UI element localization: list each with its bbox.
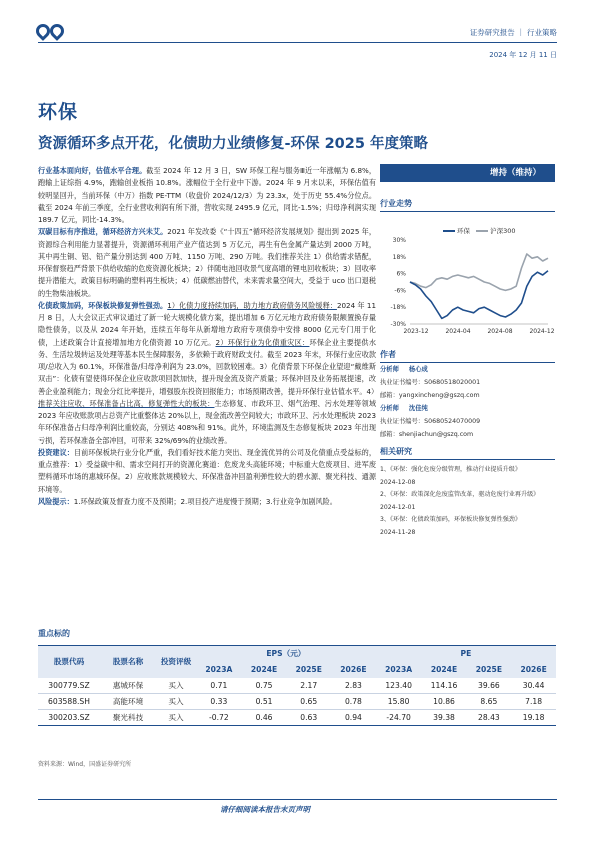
trend-chart: [380, 234, 555, 344]
col-eps: EPS（元）: [196, 646, 376, 662]
email-label: 邮箱：: [380, 431, 399, 438]
col-year: 2024E: [421, 662, 466, 678]
author-role: 分析师: [380, 366, 399, 373]
paragraph-text: 截至 2024 年 12 月 3 日，SW 环保工程与服务Ⅲ近一年涨幅为 6.8%，跑输上证综指 4.9%，跑输创业板指 10.8%。涨幅位于全行业中下游。2024 年 9 月末以来，环保估值有较明显回升，当前环保（中万）指数 PE-TTM（收盘价 2024/12/3）为 23.3x，处于历史 55.4%分位点。截至 2024 年前三季度，全行业营收利润有所下滑，营收实现 2495.9 亿元，同比-1.5%；归母净利润实现 189.7 亿元，同比-14.3%。: [38, 166, 376, 224]
author-role: 分析师: [380, 405, 399, 412]
x-tick-label: 2024-12: [529, 328, 555, 335]
pe-value: 28.43: [467, 710, 512, 726]
table-row: [38, 694, 556, 710]
paragraph-text: 2024 年 11 月 8 日，人大会议正式审议通过了新一轮大规模化债方案，提出增加 6 万亿元地方政府债务限额置换存量隐性债务，以及从 2024 年开始，连续五年每年从新增地方政府专项债券中安排 8000 亿元专门用于化债，上述政策合计直接增加地方化债资源 10 万亿元。: [38, 300, 376, 347]
related-report[interactable]: [380, 464, 555, 489]
stock-rating: 买入: [156, 694, 196, 710]
related-report[interactable]: [380, 514, 555, 539]
stock-name: 高能环境: [100, 694, 156, 710]
eps-value: 2.83: [331, 678, 376, 694]
key-stocks-table: [38, 645, 556, 726]
author-name: 沈佳纯: [408, 405, 428, 412]
author-name: 杨心成: [408, 366, 428, 373]
paragraph-heading: 化债政策加码，环保板块修复弹性强劲。: [38, 300, 168, 310]
stock-name: 惠城环保: [100, 678, 156, 694]
footer-disclaimer: 请仔细阅读本报告末页声明: [220, 805, 310, 814]
author-email[interactable]: yangxincheng@gszq.com: [398, 392, 480, 399]
series-line-env: [410, 271, 548, 319]
y-tick-label: -18%: [390, 304, 406, 312]
report-link-date: 2024-11-28: [380, 528, 416, 536]
report-link-title[interactable]: 3、《环保：化债政策加码，环保板块修复弹性强劲》: [380, 516, 521, 523]
paragraph-text: 目前环保板块行业分化严重，我们看好技术能力突出、现金流优异的公司及化债重点受益标的，重点推荐：1）受益碳中和、需求空间打开的资源化赛道：危废龙头高能环境；中标重大危废项目、进军废塑料循环市场的惠城环保。2）应收账款规模较大、环保准备冲回盈利弹性较大的碧水源、聚光科技、通源环境等。: [38, 447, 376, 494]
trend-heading: 行业走势: [380, 198, 555, 212]
col-year: 2026E: [511, 662, 556, 678]
footer-divider: [38, 799, 557, 800]
col-rating: 投资评级: [156, 646, 196, 678]
paragraph-fundamentals: [38, 165, 376, 226]
authors-heading: 作者: [380, 349, 555, 363]
eps-value: 0.78: [331, 694, 376, 710]
col-year: 2023A: [376, 662, 422, 678]
y-tick-label: 6%: [396, 270, 406, 278]
eps-value: 0.33: [196, 694, 242, 710]
col-year: 2025E: [467, 662, 512, 678]
stock-rating: 买入: [156, 678, 196, 694]
paragraph-subhead: 2）环保行业为化债重灾区：: [215, 337, 310, 347]
x-tick-label: 2024-08: [487, 328, 513, 335]
related-research-list: [380, 464, 555, 539]
pe-value: 19.18: [511, 710, 556, 726]
col-year: 2024E: [242, 662, 287, 678]
table-source: 资料来源：Wind，国盛证券研究所: [38, 761, 132, 768]
main-text: [38, 165, 379, 508]
table-row: [38, 710, 556, 726]
x-tick-label: 2023-12: [403, 328, 429, 335]
eps-value: 0.63: [286, 710, 331, 726]
paragraph-risk: [38, 496, 376, 508]
report-link-date: 2024-12-08: [380, 478, 416, 486]
related-report[interactable]: [380, 489, 555, 514]
eps-value: 2.17: [286, 678, 331, 694]
cert-label: 执业证书编号：: [380, 418, 425, 425]
report-link-title[interactable]: 2、《环保：政策深化危废监管改革，驱动危废行业再升级》: [380, 491, 540, 498]
eps-value: -0.72: [196, 710, 242, 726]
col-year: 2025E: [286, 662, 331, 678]
paragraph-text: 环保企业主要提供水务、生活垃圾转运及处理等基本民生保障服务，多依赖于政府财政支付。截至 2023 年末，环保行业应收款项/总收入为 60.1%，环保准备/归母净利润为 23.0%，回款较困难。3）化债背景下环保企业望迎“戴维斯双击”：化债有望使得环保企业应收款项回款加快，提升现金流及资产质量；环保冲回及业务拓展提速，改善企业盈利能力；现金分红比率提升，增强股东投资回报能力；市场预期改善，提升环保行业估值水平。4）: [38, 337, 379, 396]
company-logo: [36, 22, 76, 42]
report-link-date: 2024-12-01: [380, 503, 416, 511]
pe-value: 7.18: [511, 694, 556, 710]
stock-code: 300203.SZ: [38, 710, 100, 726]
author-1: [380, 363, 555, 402]
y-tick-label: 18%: [392, 253, 406, 261]
cert-label: 执业证书编号：: [380, 379, 425, 386]
paragraph-investment-advice: [38, 447, 376, 496]
paragraph-circular-economy: [38, 226, 376, 300]
sector-name: 环保: [38, 101, 79, 123]
rating-badge: 增持（维持）: [380, 164, 555, 182]
y-tick-label: -30%: [390, 321, 406, 328]
pe-value: 8.65: [467, 694, 512, 710]
col-code: 股票代码: [38, 646, 100, 678]
col-year: 2026E: [331, 662, 376, 678]
pe-value: 30.44: [511, 678, 556, 694]
table-row: [38, 678, 556, 694]
eps-value: 0.51: [242, 694, 287, 710]
author-email[interactable]: shenjiachun@gszq.com: [398, 431, 474, 438]
stock-code: 603588.SH: [38, 694, 100, 710]
pe-value: -24.70: [376, 710, 422, 726]
key-stocks-heading: 重点标的: [38, 629, 70, 638]
eps-value: 0.65: [286, 694, 331, 710]
pe-value: 123.40: [376, 678, 422, 694]
y-tick-label: -6%: [394, 287, 406, 295]
author-2: [380, 402, 555, 441]
eps-value: 0.94: [331, 710, 376, 726]
stock-rating: 买入: [156, 710, 196, 726]
paragraph-debt-policy: [38, 300, 379, 447]
eps-value: 0.75: [242, 678, 287, 694]
legend-label: 沪深300: [490, 227, 516, 235]
paragraph-heading: 投资建议：: [38, 447, 74, 457]
related-research-heading: 相关研究: [380, 446, 555, 460]
paragraph-subhead: 推荐关注应收、环保准备占比高，修复弹性大的板块：: [38, 398, 215, 408]
eps-value: 0.46: [242, 710, 287, 726]
pe-value: 10.86: [421, 694, 466, 710]
legend-swatch: [476, 230, 488, 232]
paragraph-heading: 双碳目标有序推进，循环经济方兴未艾。: [38, 227, 168, 237]
col-pe: PE: [376, 646, 556, 662]
col-name: 股票名称: [100, 646, 156, 678]
paragraph-text: 生态修复、市政环卫、烟气治理、污水处理等领域 2023 年应收账款项占总资产比重整体达 20%以上，现金流改善空间较大；市政环卫、污水处理板块 2023 年环保准备占归母净利润比重较高，分别达 408%和 91%。此外，环境监测及生态修复板块 2023 年出现亏损，若环保准备全部冲回，可带来 32%/69%的业绩改善。: [38, 398, 376, 445]
stock-name: 聚光科技: [100, 710, 156, 726]
eps-value: 0.71: [196, 678, 242, 694]
legend-swatch: [443, 230, 455, 232]
paragraph-text: 1.环保政策及督查力度不及预期；2.项目投产进度慢于预期；3.行业竞争加剧风险。: [73, 496, 337, 506]
stock-code: 300779.SZ: [38, 678, 100, 694]
pe-value: 39.38: [421, 710, 466, 726]
col-year: 2023A: [196, 662, 242, 678]
report-category: 证券研究报告 ｜ 行业策略: [469, 28, 557, 37]
x-tick-label: 2024-04: [445, 328, 471, 335]
legend-label: 环保: [457, 227, 470, 235]
report-title: 资源循环多点开花，化债助力业绩修复-环保 2025 年度策略: [38, 136, 428, 152]
report-link-title[interactable]: 1、《环保：强化危废分级管理，推动行业提质升级》: [380, 466, 521, 473]
header-divider: [38, 42, 557, 43]
paragraph-heading: 风险提示：: [38, 496, 74, 506]
pe-value: 114.16: [421, 678, 466, 694]
paragraph-subhead: 1）化债力度持续加码，助力地方政府债务风险缓释：: [167, 300, 337, 310]
report-date: 2024 年 12 月 11 日: [489, 51, 557, 59]
paragraph-heading: 行业基本面向好，估值水平合理。: [38, 166, 147, 175]
email-label: 邮箱：: [380, 392, 399, 399]
cert-number: S0680524070009: [424, 418, 481, 425]
cert-number: S0680518020001: [424, 379, 481, 386]
pe-value: 15.80: [376, 694, 422, 710]
y-tick-label: 30%: [392, 237, 406, 244]
pe-value: 39.66: [467, 678, 512, 694]
paragraph-text: 2021 年发改委《“十四五”循环经济发展规划》提出到 2025 年，资源综合利用能力显著提升，资源循环利用产业产值达到 5 万亿元，再生有色金属产量达到 2000 万吨，其中再生铜、铝、铅产量分别达到 400 万吨、1150 万吨、290 万吨。我们推荐关注 1）供给需求错配，环保督察趋严背景下供给收缩的危废资源化板块；2）伴随电池回收景气度高增的锂电回收板块；3）回收率提升潜能大，政策目标明确的塑料再生板块；4）低碳燃油替代，未来需求量空间大，受益于 uco 出口退税的生物柴油板块。: [38, 227, 376, 298]
